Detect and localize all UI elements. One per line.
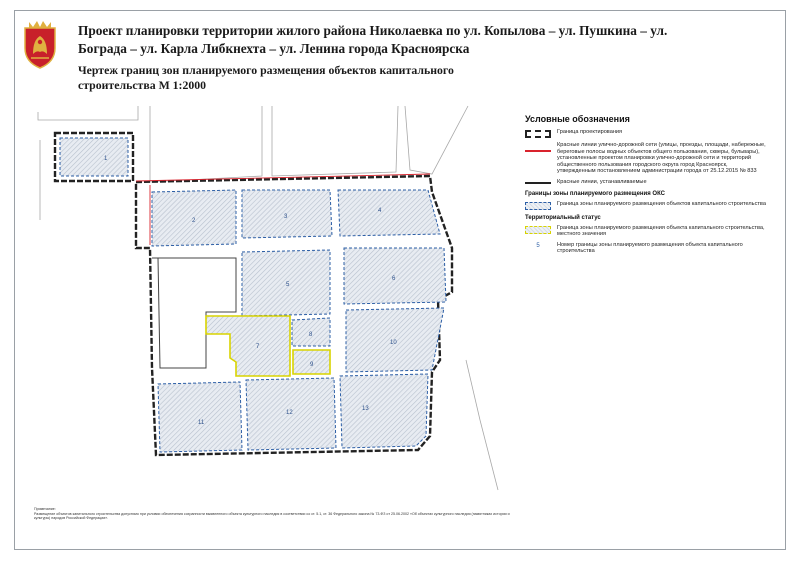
footnote-text: Размещение объектов капитального строительства допустимо при условии обеспечения сохранности выявленного объекта культурного наследия в соответствии со ст. 5.1, ст. 36 Федерального закона № 73-ФЗ от 25.06.2002 «Об объектах культурного наследия (памятниках истории и культуры) народов Российской Федерации». — [34, 511, 510, 521]
zone-label-12: 12 — [286, 410, 293, 416]
legend-text-zone: Граница зоны планируемого размещения объектов капитального строительства — [557, 200, 766, 207]
red-line-swatch — [525, 150, 551, 152]
zone-label-8: 8 — [309, 332, 313, 338]
legend-heading: Условные обозначения — [525, 114, 630, 124]
local-zone-swatch — [525, 226, 551, 234]
zone-label-11: 11 — [198, 420, 205, 426]
legend-section-oks: Границы зоны планируемого размещения ОКС — [525, 190, 665, 197]
legend-item-local — [525, 225, 775, 238]
zone-label-5: 5 — [286, 282, 290, 288]
map-subtitle: Чертеж границ зон планируемого размещения объектов капитального строительства М 1:2000 — [78, 63, 454, 92]
legend-item-zone — [525, 201, 775, 210]
zone-11[interactable] — [158, 382, 242, 452]
zone-13[interactable] — [340, 374, 428, 448]
footnote-label: Примечание: — [34, 507, 56, 511]
legend-text-number: Номер границы зоны планируемого размещения объекта капитального строительства — [557, 241, 743, 255]
zone-label-3: 3 — [284, 214, 288, 220]
legend-item-border — [525, 129, 775, 138]
zone-label-13: 13 — [362, 406, 369, 412]
legend-text-red-lines: Красные линии улично-дорожной сети (улицы, проезды, площади, набережные, береговые полосы водных объектов общего пользования, скверы, бульвары), установленные проектом планировки улично-дорожной сети и территорий общественного пользования городского округа город Красноярск, утвержденным постановлением администрации города от 25.12.2015 № 833 — [557, 142, 766, 175]
black-line-swatch — [525, 182, 551, 184]
zone-4[interactable] — [338, 190, 440, 236]
legend-item-number — [525, 242, 775, 255]
legend-item-red-lines — [525, 142, 775, 175]
zone-number-symbol: 5 — [536, 242, 540, 249]
project-border-swatch — [525, 130, 551, 138]
zone-label-7: 7 — [256, 344, 260, 350]
zone-7[interactable] — [206, 316, 290, 376]
legend-text-local: Граница зоны планируемого размещения объекта капитального строительства, местного значения — [557, 224, 765, 238]
zone-label-2: 2 — [192, 218, 196, 224]
zone-label-4: 4 — [378, 208, 382, 214]
zone-label-6: 6 — [392, 276, 396, 282]
legend — [525, 114, 775, 259]
map-title: Проект планировки территории жилого района Николаевка по ул. Копылова – ул. Пушкина – ул. Бограда – ул. Карла Либкнехта – ул. Ленина города Красноярска — [78, 23, 668, 56]
legend-section-status: Территориальный статус — [525, 214, 601, 221]
zone-label-9: 9 — [310, 362, 314, 368]
zone-label-10: 10 — [390, 340, 397, 346]
zone-1[interactable] — [60, 138, 128, 176]
zone-label-1: 1 — [104, 156, 108, 162]
zone-swatch — [525, 202, 551, 210]
courtyard-area — [152, 258, 236, 368]
footnote — [34, 507, 524, 521]
legend-text-black-lines: Красные линии, устанавливаемые — [557, 178, 647, 185]
legend-item-black-lines — [525, 179, 775, 186]
legend-text-border: Граница проектирования — [557, 129, 623, 135]
